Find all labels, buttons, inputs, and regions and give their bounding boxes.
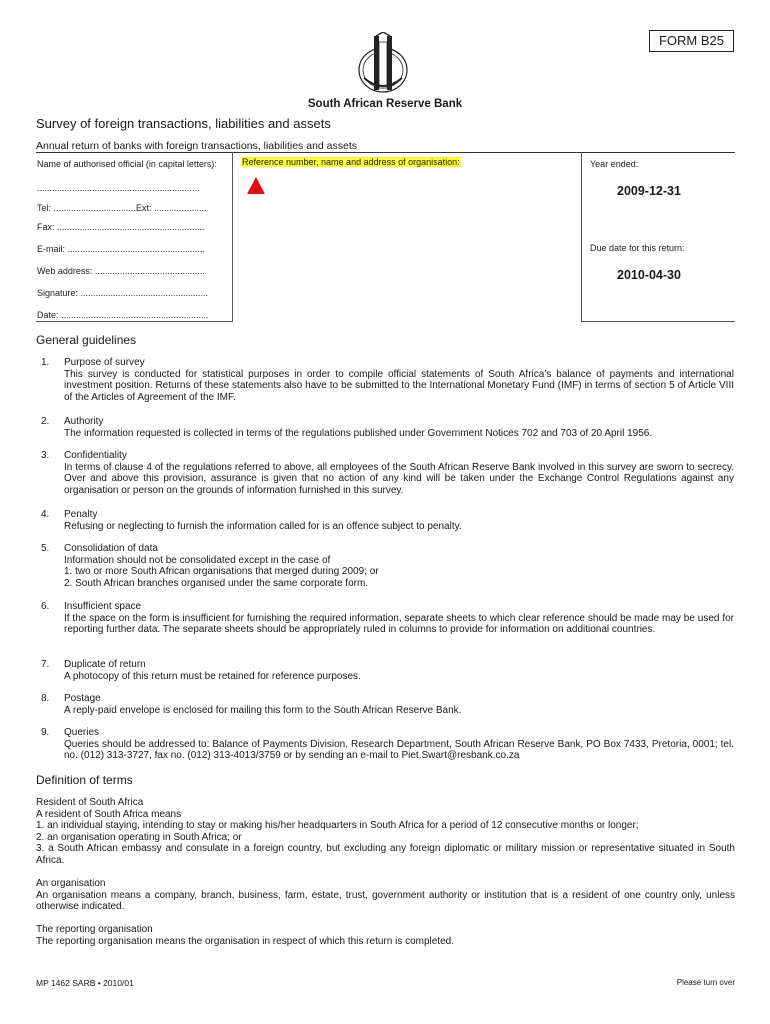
tel-field[interactable]: Tel: .................................Ext: .....................	[37, 203, 207, 213]
general-guidelines-title: General guidelines	[36, 333, 137, 347]
guideline-heading: Duplicate of return	[64, 659, 146, 670]
guideline-heading: Penalty	[64, 509, 98, 520]
web-field[interactable]: Web address: ............................................	[37, 266, 205, 276]
page-title: Survey of foreign transactions, liabilities and assets	[36, 116, 331, 131]
definitions-title: Definition of terms	[36, 773, 133, 787]
resident-item: 1. an individual staying, intending to stay or making his/her headquarters in South Africa for a period of 12 consecutive months or longer;	[36, 820, 639, 832]
guideline-number: 5.	[41, 543, 50, 554]
guideline-number: 7.	[41, 659, 50, 670]
organisation-body: An organisation means a company, branch, business, farm, estate, trust, government authority or institution that is a resident of one country only, unless otherwise indicated.	[36, 889, 735, 913]
guideline-number: 1.	[41, 357, 50, 368]
guideline-body: Information should not be consolidated except in the case of	[64, 554, 331, 566]
guideline-heading: Authority	[64, 416, 104, 427]
guideline-heading: Consolidation of data	[64, 543, 158, 554]
guideline-heading: Confidentiality	[64, 450, 127, 461]
guideline-heading: Purpose of survey	[64, 357, 145, 368]
guideline-body: Refusing or neglecting to furnish the information called for is an offence subject to penalty.	[64, 520, 462, 532]
email-field[interactable]: E-mail: .......................................................	[37, 244, 206, 254]
fax-field[interactable]: Fax: ...........................................................	[37, 222, 205, 232]
footer-form-ref: MP 1462 SARB • 2010/01	[36, 978, 134, 988]
guideline-number: 9.	[41, 727, 50, 738]
due-date-label: Due date for this return:	[590, 243, 685, 253]
guideline-number: 8.	[41, 693, 50, 704]
guideline-heading: Insufficient space	[64, 601, 142, 612]
bank-name: South African Reserve Bank	[307, 98, 463, 110]
form-code: FORM B25	[649, 30, 734, 52]
page-subtitle: Annual return of banks with foreign transactions, liabilities and assets	[36, 140, 358, 152]
guideline-body: If the space on the form is insufficient for furnishing the required information, separate sheets to which clear reference should be made may be used for reporting further data. The separate sheets should be appropriately ruled in columns to provide for information on additional countries.	[64, 612, 734, 636]
guideline-number: 4.	[41, 509, 50, 520]
guideline-number: 6.	[41, 601, 50, 612]
guideline-heading: Postage	[64, 693, 101, 704]
signature-field[interactable]: Signature: ...................................................	[37, 288, 209, 298]
reporting-org-body: The reporting organisation means the organisation in respect of which this return is completed.	[36, 935, 455, 947]
guideline-subitem: 1. two or more South African organisations that merged during 2009; or	[64, 566, 379, 578]
date-field[interactable]: Date: ...........................................................	[37, 310, 209, 320]
organisation-heading: An organisation	[36, 878, 106, 889]
reporting-org-heading: The reporting organisation	[36, 924, 153, 935]
due-date-value: 2010-04-30	[617, 268, 681, 282]
resident-intro: A resident of South Africa means	[36, 808, 182, 820]
guideline-number: 2.	[41, 416, 50, 427]
resident-heading: Resident of South Africa	[36, 797, 144, 808]
sarb-logo-icon	[352, 32, 414, 96]
guideline-body: A photocopy of this return must be retained for reference purposes.	[64, 670, 361, 682]
guideline-subitem: 2. South African branches organised under the same corporate form.	[64, 577, 369, 589]
guideline-body: This survey is conducted for statistical purposes in order to compile official statements of South Africa’s balance of payments and international investment position. Returns of these statements also have to be submitted to the International Monetary Fund (IMF) in terms of section 5 of Article VIII of the Articles of Agreement of the IMF.	[64, 368, 734, 403]
footer-turn-over: Please turn over	[676, 978, 735, 987]
year-ended-value: 2009-12-31	[617, 184, 681, 198]
warning-triangle-icon	[247, 177, 265, 194]
guideline-body: The information requested is collected in terms of the regulations published under Government Notices 702 and 703 of 20 April 1956.	[64, 427, 653, 439]
guideline-body: Queries should be addressed to: Balance of Payments Division, Research Department, South African Reserve Bank, PO Box 7433, Pretoria, 0001; tel. no. (012) 313-3727, fax no. (012) 313-4013/3759 or by sending an e-mail to Piet.Swart@resbank.co.za	[64, 738, 734, 762]
resident-item: 3. a South African embassy and consulate in a foreign country, but excluding any foreign diplomatic or military mission or representative situated in South Africa.	[36, 843, 735, 866]
year-ended-label: Year ended:	[590, 159, 639, 169]
guideline-body: A reply-paid envelope is enclosed for mailing this form to the South African Reserve Bank.	[64, 704, 462, 716]
guideline-heading: Queries	[64, 727, 100, 738]
reference-label: Reference number, name and address of organisation:	[242, 157, 460, 167]
guideline-body: In terms of clause 4 of the regulations referred to above, all employees of the South African Reserve Bank involved in this survey are sworn to secrecy. Over and above this provision, assurance is given that no action of any kind will be taken under the Exchange Control Regulations against any organisation or person on the grounds of information furnished in this survey.	[64, 461, 734, 496]
official-name-field[interactable]: .................................................................	[37, 183, 200, 193]
resident-item: 2. an organisation operating in South Africa; or	[36, 831, 242, 843]
official-name-label: Name of authorised official (in capital letters):	[37, 159, 217, 169]
guideline-number: 3.	[41, 450, 50, 461]
